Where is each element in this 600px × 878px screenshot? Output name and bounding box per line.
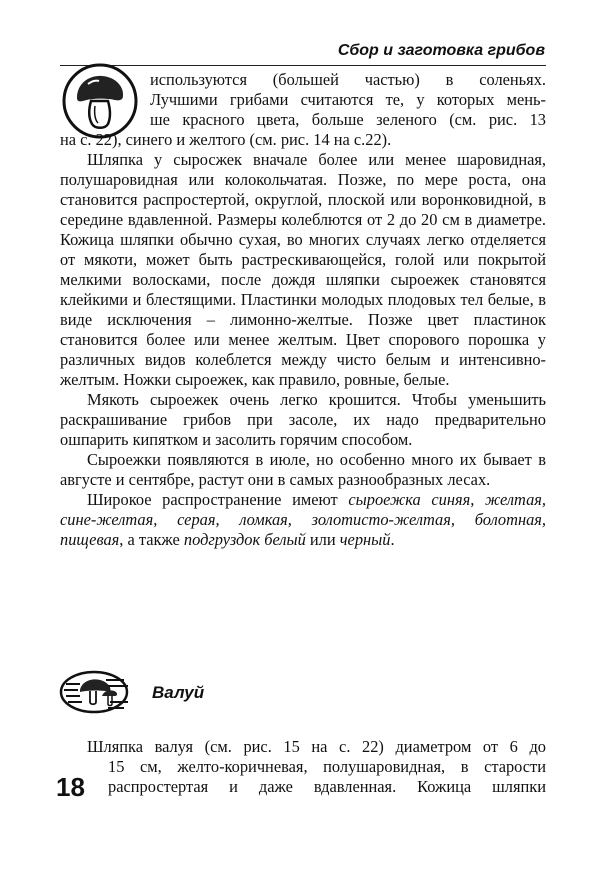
species-mid: , а также [119,530,184,549]
para1-line2: Лучшими грибами считаются те, у которых мень- [150,90,546,109]
species-g1: подгруздок белый [183,530,306,549]
species-end: . [390,530,395,549]
section-line2: 15 см, желто-коричневая, полушаровидная, в старости [108,757,546,776]
mushrooms-section-icon [58,668,146,716]
paragraph-season: Сыроежки появляются в июле, но особенно много их бывает в августе и сентябре, растут они в самых разнообразных лесах. [60,450,546,489]
para1-line3: ше красного цвета, больше зеленого (см. рис. 13 [150,110,546,129]
running-head: Сбор и заготовка грибов [337,42,545,59]
species-g2: черный [339,530,391,549]
paragraph-cap: Шляпка у сыросжек вначале более или менее шаровидная, полушаровидная или колокольчатая. Позже, по мере роста, она становится распростертой, округлой, плоской или воронковидной, в середине вдавленной. Размеры колеблются от 2 до 20 см в диаметре. Кожица шляпки обычно сухая, во многих случаях легко отделяется от мякоти, может быть растрескивающейся, голой или покрытой мелкими волосками, после дождя шляпки сыроежек становятся клейкими и блестящими. Пластинки молодых плодовых тел белые, в виде исключения – лимонно-желтые. Позже цвет пластинок становится более или менее желтым. Цвет спорового порошка у различных видов колеблется между чисто белым и интенсивно-желтым. Ножки сыроежек, как правило, ровные, белые. [60,150,546,389]
main-text [60,70,546,550]
species-lead: Широкое распространение имеют [87,490,349,509]
section-text [60,737,546,797]
section-line3: распростертая и даже вдавленная. Кожица шляпки [108,777,546,796]
paragraph-species [60,490,546,550]
section-line1: Шляпка валуя (см. рис. 15 на с. 22) диаметром от 6 до [87,737,546,756]
species-list: сыроежка синяя, желтая, сине-желтая, серая, ломкая, золотисто-желтая, болотная, пищевая [60,490,546,549]
para1-tail: на с. 22), синего и желтого (см. рис. 14 на с.22). [60,130,392,149]
section-title: Валуй [152,683,205,702]
page-number: 18 [56,772,85,802]
para1-line1: используются (большей частью) в соленьях. [150,70,546,89]
paragraph-flesh: Мякоть сыроежек очень легко крошится. Чтобы уменьшить раскрашивание грибов при засоле, их надо предварительно ошпарить кипятком и засолить горячим способом. [60,390,546,449]
species-or: или [305,530,340,549]
